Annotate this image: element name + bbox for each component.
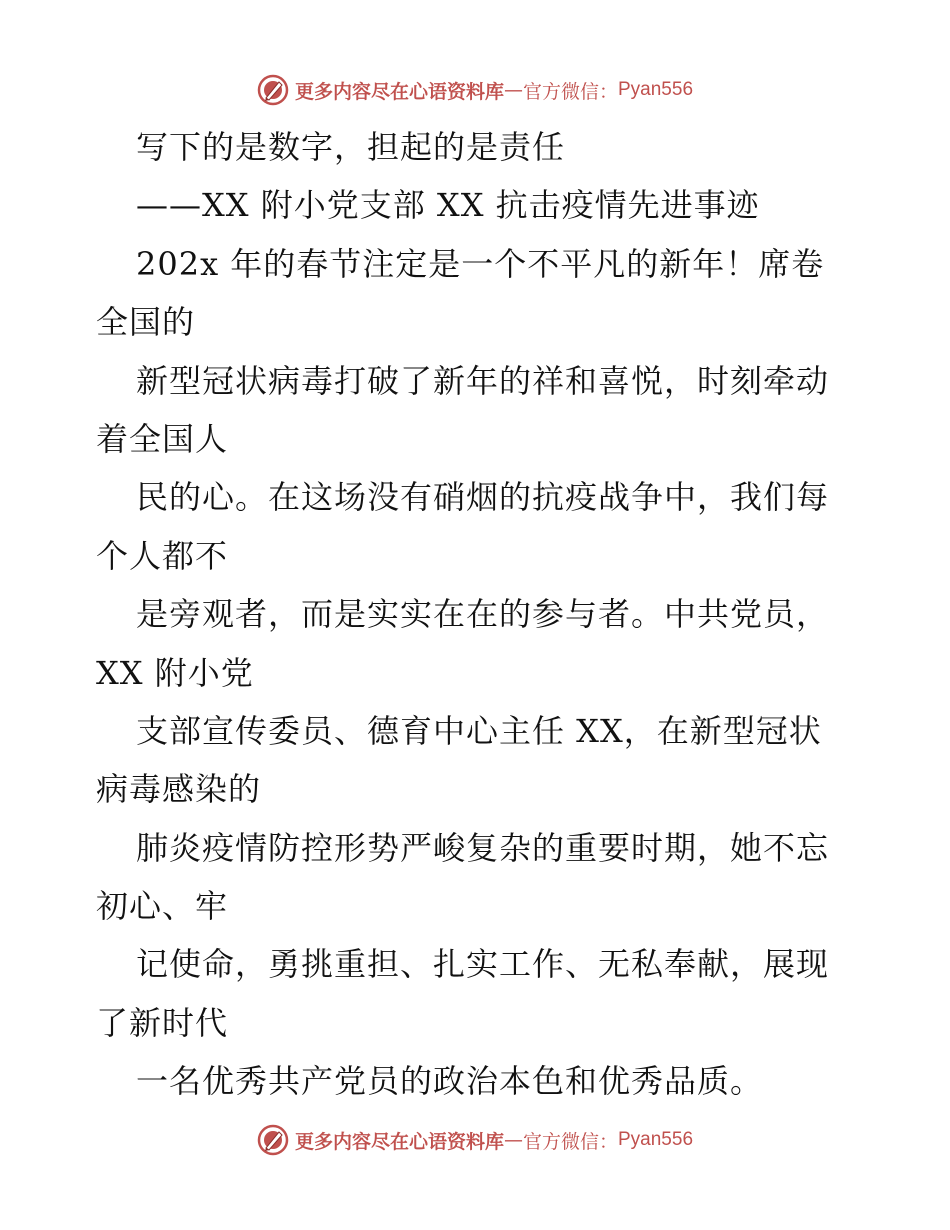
paragraph-line: 民的心。在这场没有硝烟的抗疫战争中，我们每 <box>136 478 830 517</box>
paragraph-line: 新型冠状病毒打破了新年的祥和喜悦，时刻牵动 <box>136 361 830 400</box>
pen-logo-icon <box>257 74 289 106</box>
banner-main-text: 更多内容尽在心语资料库 <box>294 80 504 103</box>
paragraph-line: 202x 年的春节注定是一个不平凡的新年！席卷 <box>136 244 825 283</box>
document-title: 写下的是数字，担起的是责任 <box>136 128 566 166</box>
paragraph-line: 病毒感染的 <box>96 770 262 809</box>
banner-main-text: 更多内容尽在心语资料库 <box>294 1130 504 1153</box>
paragraph-line: XX 附小党 <box>96 653 254 692</box>
paragraph-line: 支部宣传委员、德育中心主任 XX，在新型冠状 <box>136 711 822 750</box>
paragraph-line: 是旁观者，而是实实在在的参与者。中共党员， <box>136 595 830 634</box>
banner-official-label: 官方微信： <box>522 80 618 103</box>
banner-wechat-id: Pyan556 <box>618 1129 694 1150</box>
paragraph-line: 初心、牢 <box>96 887 229 926</box>
paragraph-line: 着全国人 <box>96 419 229 458</box>
header-banner <box>0 70 950 110</box>
paragraph-line: 个人都不 <box>96 536 229 575</box>
paragraph-line: 肺炎疫情防控形势严峻复杂的重要时期，她不忘 <box>136 828 830 867</box>
banner-official-label: 官方微信： <box>522 1130 618 1153</box>
banner-wechat-id: Pyan556 <box>618 79 694 100</box>
banner-separator: — <box>503 79 523 101</box>
paragraph-line: 全国的 <box>96 303 196 342</box>
paragraph-line: 记使命，勇挑重担、扎实工作、无私奉献，展现 <box>136 945 830 984</box>
paragraph-line: 一名优秀共产党员的政治本色和优秀品质。 <box>136 1062 764 1101</box>
banner-separator: — <box>503 1129 523 1151</box>
footer-banner <box>0 1120 950 1160</box>
paragraph-line: 了新时代 <box>96 1003 229 1042</box>
document-body <box>96 118 856 1111</box>
document-subtitle: ——XX 附小党支部 XX 抗击疫情先进事迹 <box>136 186 760 225</box>
pen-logo-icon <box>257 1124 289 1156</box>
